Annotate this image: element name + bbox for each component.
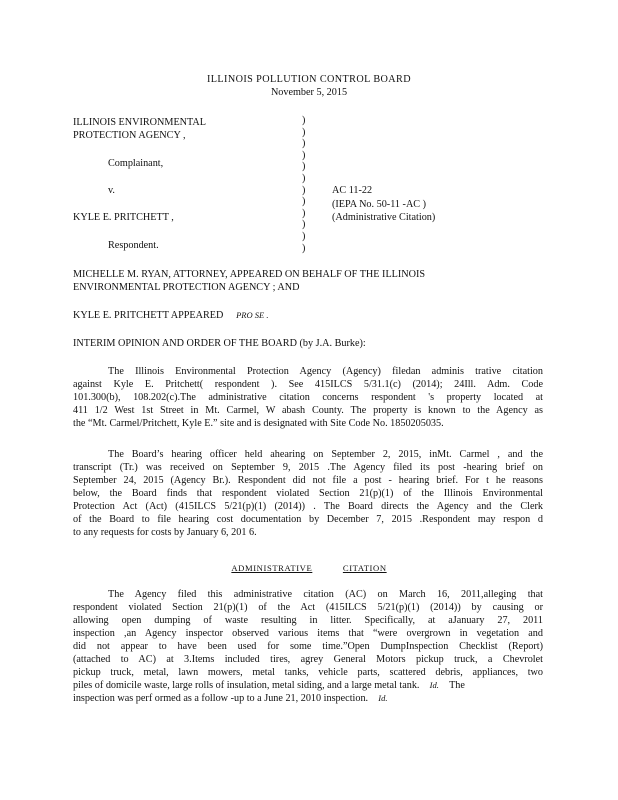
- paragraph-line: Protection Act (Act) (415ILCS 5/21(p)(1) (2014)) . The Board directs the Agency and the Clerk: [73, 501, 543, 512]
- paragraph-line: pickup truck, metal, lawn mowers, metal tanks, vehicle parts, scattered debris, appliances, two: [73, 667, 543, 678]
- paragraph-line: piles of domicile waste, large rolls of insulation, metal siding, and a large metal tank. Id. The: [73, 680, 465, 691]
- case-number: AC 11-22: [332, 185, 373, 196]
- appearance-line2: ENVIRONMENTAL PROTECTION AGENCY ; AND: [73, 282, 300, 293]
- complainant-name-line2: PROTECTION AGENCY ,: [73, 130, 186, 141]
- caption-parenthesis-column: ) ) ) ) ) ) ) ) ) ) ) ): [302, 115, 306, 254]
- paragraph-line: 101.300(b), 108.202(c).The administrative citation concerns respondent 's property located at: [73, 392, 543, 403]
- board-title: ILLINOIS POLLUTION CONTROL BOARD: [207, 74, 411, 85]
- id-citation: Id.: [378, 693, 388, 703]
- iepa-number: (IEPA No. 50-11 -AC ): [332, 199, 427, 210]
- complainant-name-line1: ILLINOIS ENVIRONMENTAL: [73, 117, 207, 128]
- paragraph-line: against Kyle E. Pritchett( respondent ). See 415ILCS 5/31.1(c) (2014); 24Ill. Adm. Code: [73, 379, 543, 390]
- paragraph-line: the “Mt. Carmel/Pritchett, Kyle E.” site and is designated with Site Code No. 1850205035.: [73, 418, 444, 429]
- paragraph-line: The Illinois Environmental Protection Agency (Agency) filedan adminis trative citation: [108, 366, 543, 377]
- opinion-date: November 5, 2015: [270, 87, 348, 98]
- paragraph-hearing: [73, 448, 543, 539]
- paragraph-intro: [73, 365, 543, 430]
- paragraph-line: The Board’s hearing officer held ahearing on September 2, 2015, inMt. Carmel , and the: [108, 449, 543, 460]
- paragraph-line: inspection was perf ormed as a follow -up to a June 21, 2010 inspection. Id.: [73, 693, 388, 704]
- paragraph-line: of the Board to file hearing cost documentation by December 7, 2015 .Respondent may respon d: [73, 514, 543, 525]
- paragraph-line: September 24, 2015 (Agency Br.). Respondent did not file a post - hearing brief. For t he reasons: [73, 475, 543, 486]
- section-heading: ADMINISTRATIVE CITATION: [231, 563, 387, 573]
- paragraph-line: below, the Board finds that respondent violated Section 21(p)(1) of the Illinois Environmental: [73, 488, 543, 499]
- case-type: (Administrative Citation): [332, 212, 436, 223]
- respondent-role: Respondent.: [108, 240, 159, 251]
- paragraph-line: transcript (Tr.) was received on September 9, 2015 .The Agency filed its post -hearing brief on: [73, 462, 543, 473]
- respondent-appearance: KYLE E. PRITCHETT APPEARED: [73, 310, 224, 321]
- paragraph-line: allowing open dumping of waste resulting in litter. Specifically, at aJanuary 27, 2011: [73, 615, 543, 626]
- appearance-line3: [73, 309, 268, 322]
- paragraph-line: (attached to AC) at 3.Items included tires, agrey General Motors pickup truck, a Chevrolet: [73, 654, 543, 665]
- appearance-line1: MICHELLE M. RYAN, ATTORNEY, APPEARED ON BEHALF OF THE ILLINOIS: [73, 269, 426, 280]
- respondent-name: KYLE E. PRITCHETT ,: [73, 212, 174, 223]
- paragraph-citation: [73, 588, 543, 705]
- paragraph-line: did not appear to have been used for some time.”Open DumpInspection Checklist (Report): [73, 641, 543, 652]
- paragraph-line: inspection ,an Agency inspector observed various items that “were overgrown in vegetation and: [73, 628, 543, 639]
- pro-se-label: PRO SE .: [236, 310, 269, 320]
- id-citation: Id.: [429, 680, 439, 690]
- paragraph-line: The Agency filed this administrative citation (AC) on March 16, 2011,alleging that: [108, 589, 543, 600]
- paragraph-line: 411 1/2 West 1st Street in Mt. Carmel, W abash County. The property is known to the Agency as: [73, 405, 543, 416]
- paragraph-line: to any requests for costs by January 6, 201 6.: [73, 527, 257, 538]
- complainant-role: Complainant,: [108, 158, 164, 169]
- opinion-heading: INTERIM OPINION AND ORDER OF THE BOARD (by J.A. Burke):: [73, 338, 366, 349]
- paragraph-line: respondent violated Section 21(p)(1) of the Act (415ILCS 5/21(p)(1) (2014)) by causing or: [73, 602, 543, 613]
- versus-label: v.: [108, 185, 115, 196]
